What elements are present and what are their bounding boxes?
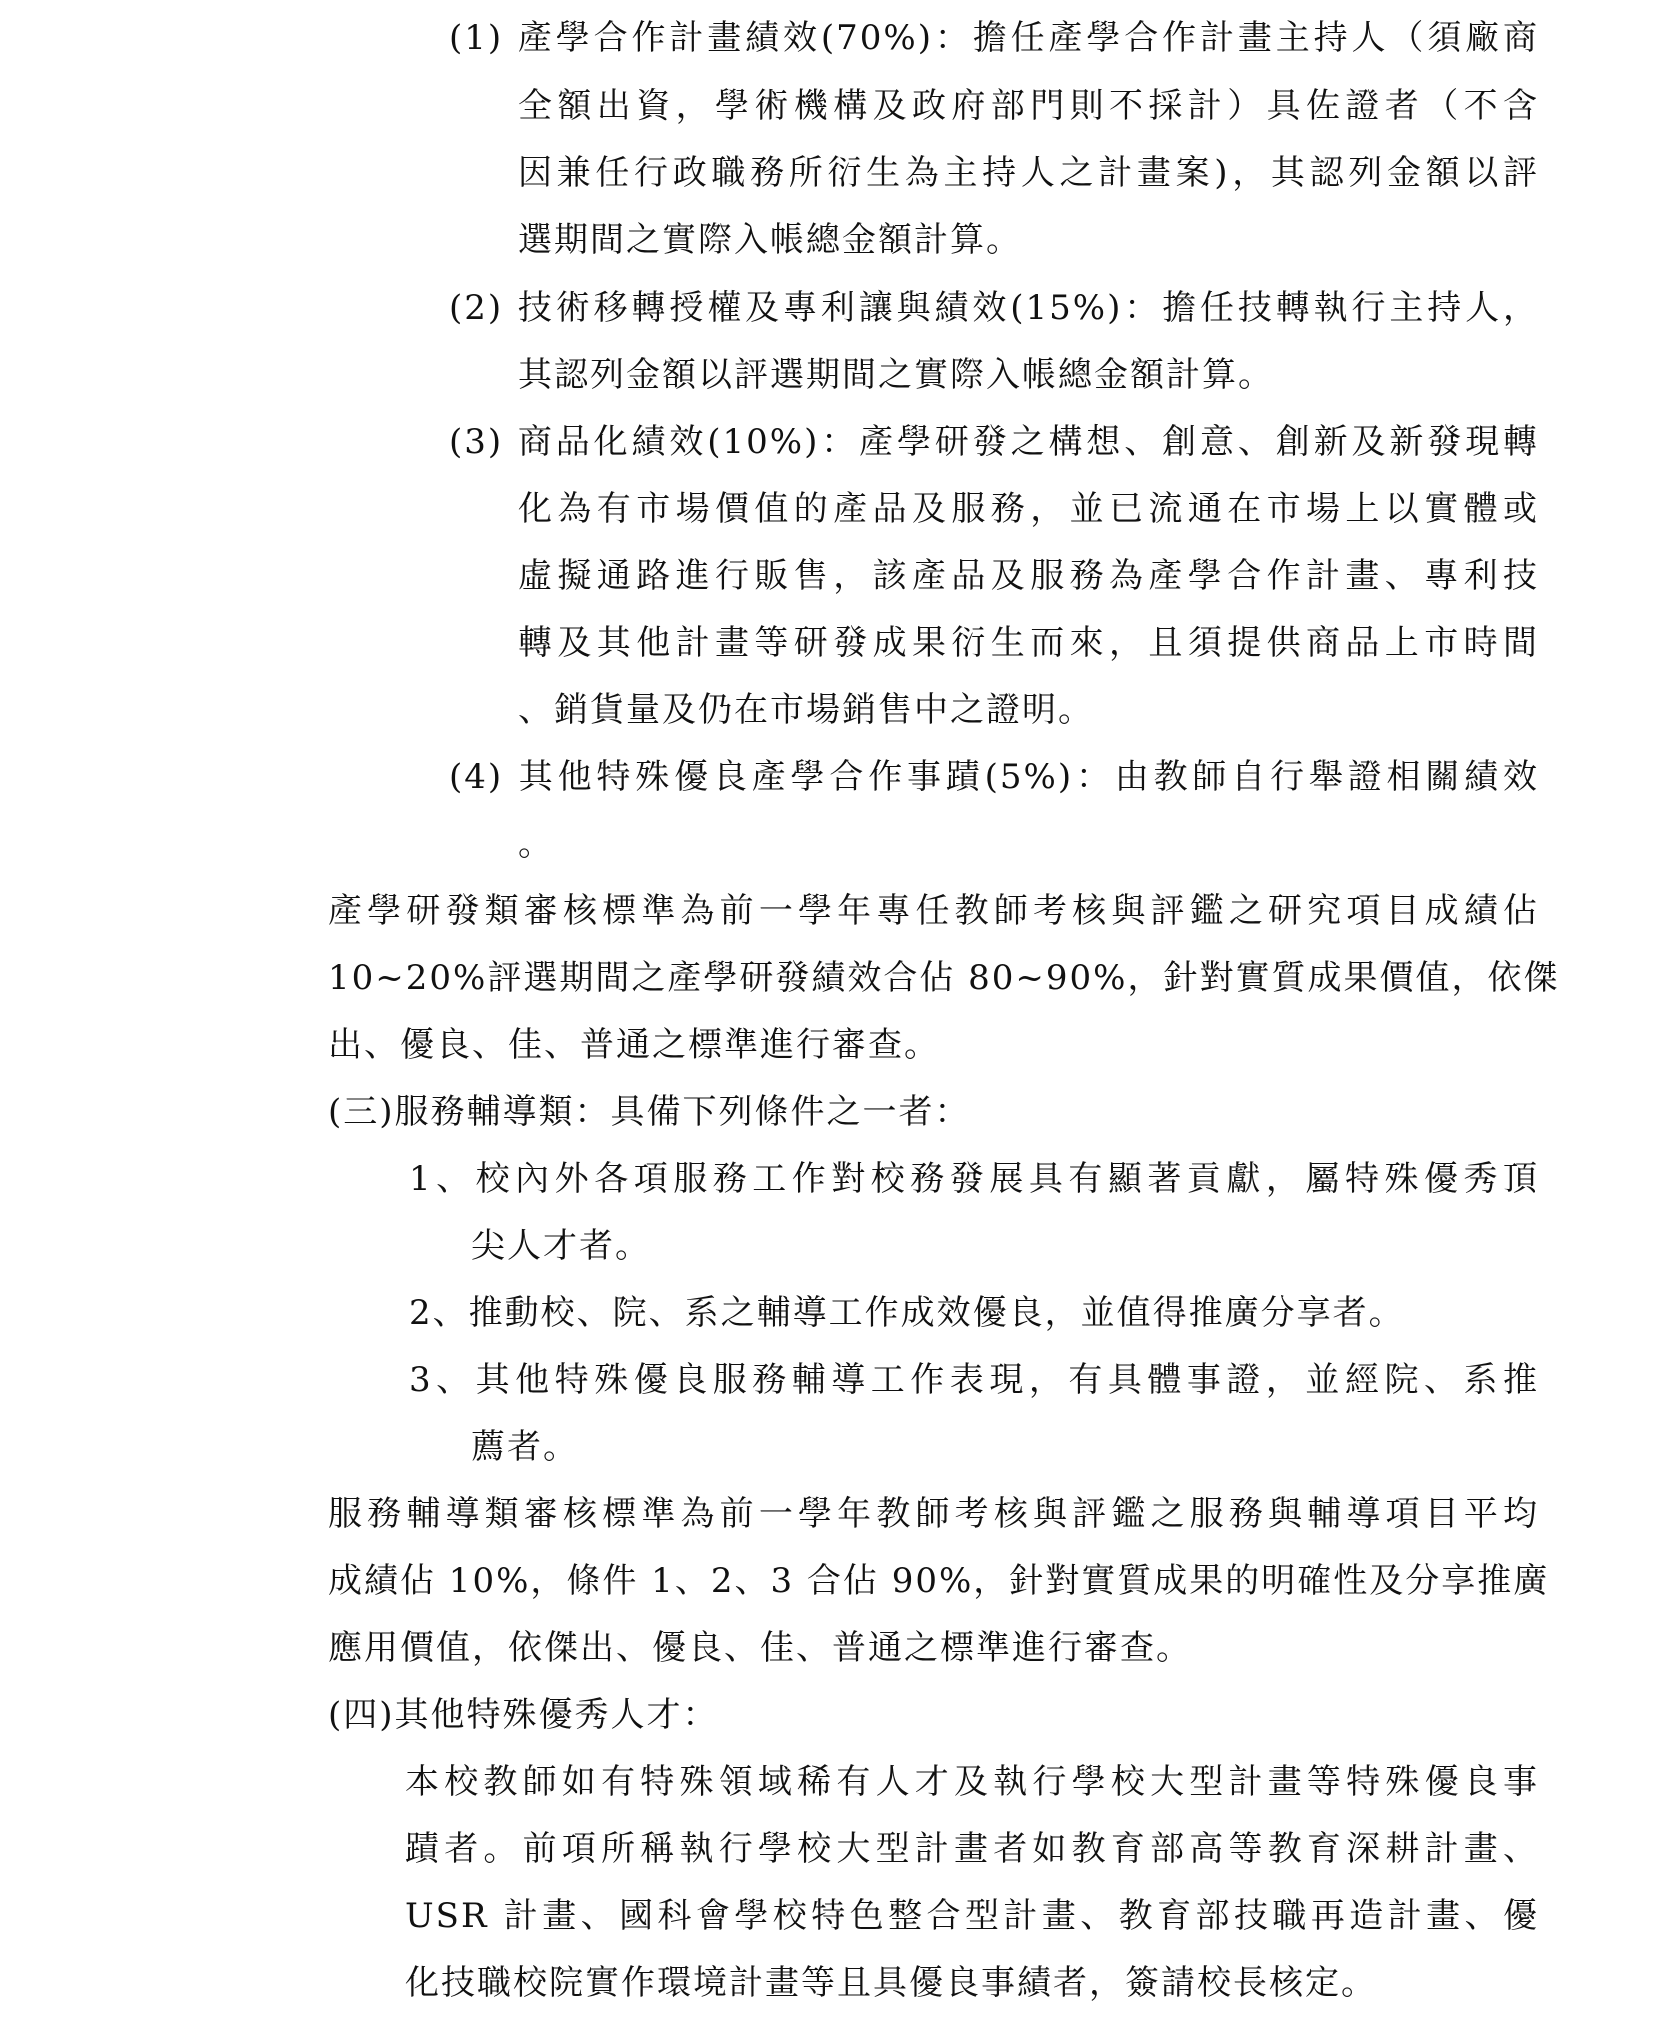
service-criteria-line-3: 應用價值，依傑出、優良、佳、普通之標準進行審查。 — [328, 1628, 1192, 1668]
item-2-line-1: (2) 技術移轉授權及專利讓與績效(15%)：擔任技轉執行主持人， — [449, 288, 1539, 328]
item-3-line-2: 化為有市場價值的產品及服務，並已流通在市場上以實體或 — [518, 489, 1539, 529]
special-talent-line-4: 化技職校院實作環境計畫等且具優良事績者，簽請校長核定。 — [405, 1963, 1377, 2003]
item-3-line-5: 、銷貨量及仍在市場銷售中之證明。 — [518, 690, 1094, 730]
item-3-line-3: 虛擬通路進行販售，該產品及服務為產學合作計畫、專利技 — [518, 556, 1539, 596]
service-criteria-line-1: 服務輔導類審核標準為前一學年教師考核與評鑑之服務與輔導項目平均 — [328, 1494, 1539, 1534]
research-criteria-line-2: 10~20%評選期間之產學研發績效合佔 80~90%，針對實質成果價值，依傑 — [328, 958, 1560, 998]
item-2-line-2: 其認列金額以評選期間之實際入帳總金額計算。 — [518, 355, 1274, 395]
section-3-heading: (三)服務輔導類：具備下列條件之一者： — [328, 1092, 971, 1132]
item-1-line-2: 全額出資，學術機構及政府部門則不採計）具佐證者（不含 — [518, 86, 1539, 126]
service-item-3-line-1: 3、其他特殊優良服務輔導工作表現，有具體事證，並經院、系推 — [409, 1360, 1539, 1400]
item-3-line-4: 轉及其他計畫等研發成果衍生而來，且須提供商品上市時間 — [518, 623, 1539, 663]
service-criteria-line-2: 成績佔 10%，條件 1、2、3 合佔 90%，針對實質成果的明確性及分享推廣 — [328, 1561, 1550, 1601]
item-3-line-1: (3) 商品化績效(10%)：產學研發之構想、創意、創新及新發現轉 — [449, 422, 1539, 462]
service-item-3-line-2: 薦者。 — [471, 1427, 579, 1467]
service-item-1-line-2: 尖人才者。 — [471, 1226, 651, 1266]
service-item-1-line-1: 1、校內外各項服務工作對校務發展具有顯著貢獻，屬特殊優秀頂 — [409, 1159, 1539, 1199]
research-criteria-line-3: 出、優良、佳、普通之標準進行審查。 — [328, 1025, 940, 1065]
item-1-line-1: (1) 產學合作計畫績效(70%)：擔任產學合作計畫主持人（須廠商 — [449, 18, 1539, 58]
item-4-line-2: 。 — [518, 824, 554, 864]
item-1-line-4: 選期間之實際入帳總金額計算。 — [518, 220, 1022, 260]
special-talent-line-3: USR 計畫、國科會學校特色整合型計畫、教育部技職再造計畫、優 — [405, 1896, 1539, 1936]
item-1-line-3: 因兼任行政職務所衍生為主持人之計畫案)，其認列金額以評 — [518, 153, 1539, 193]
special-talent-line-1: 本校教師如有特殊領域稀有人才及執行學校大型計畫等特殊優良事 — [405, 1762, 1539, 1802]
special-talent-line-2: 蹟者。前項所稱執行學校大型計畫者如教育部高等教育深耕計畫、 — [405, 1829, 1539, 1869]
item-4-line-1: (4) 其他特殊優良產學合作事蹟(5%)：由教師自行舉證相關績效 — [449, 757, 1539, 797]
research-criteria-line-1: 產學研發類審核標準為前一學年專任教師考核與評鑑之研究項目成績佔 — [328, 891, 1539, 931]
section-4-heading: (四)其他特殊優秀人才： — [328, 1695, 719, 1735]
service-item-2: 2、推動校、院、系之輔導工作成效優良，並值得推廣分享者。 — [409, 1293, 1405, 1333]
